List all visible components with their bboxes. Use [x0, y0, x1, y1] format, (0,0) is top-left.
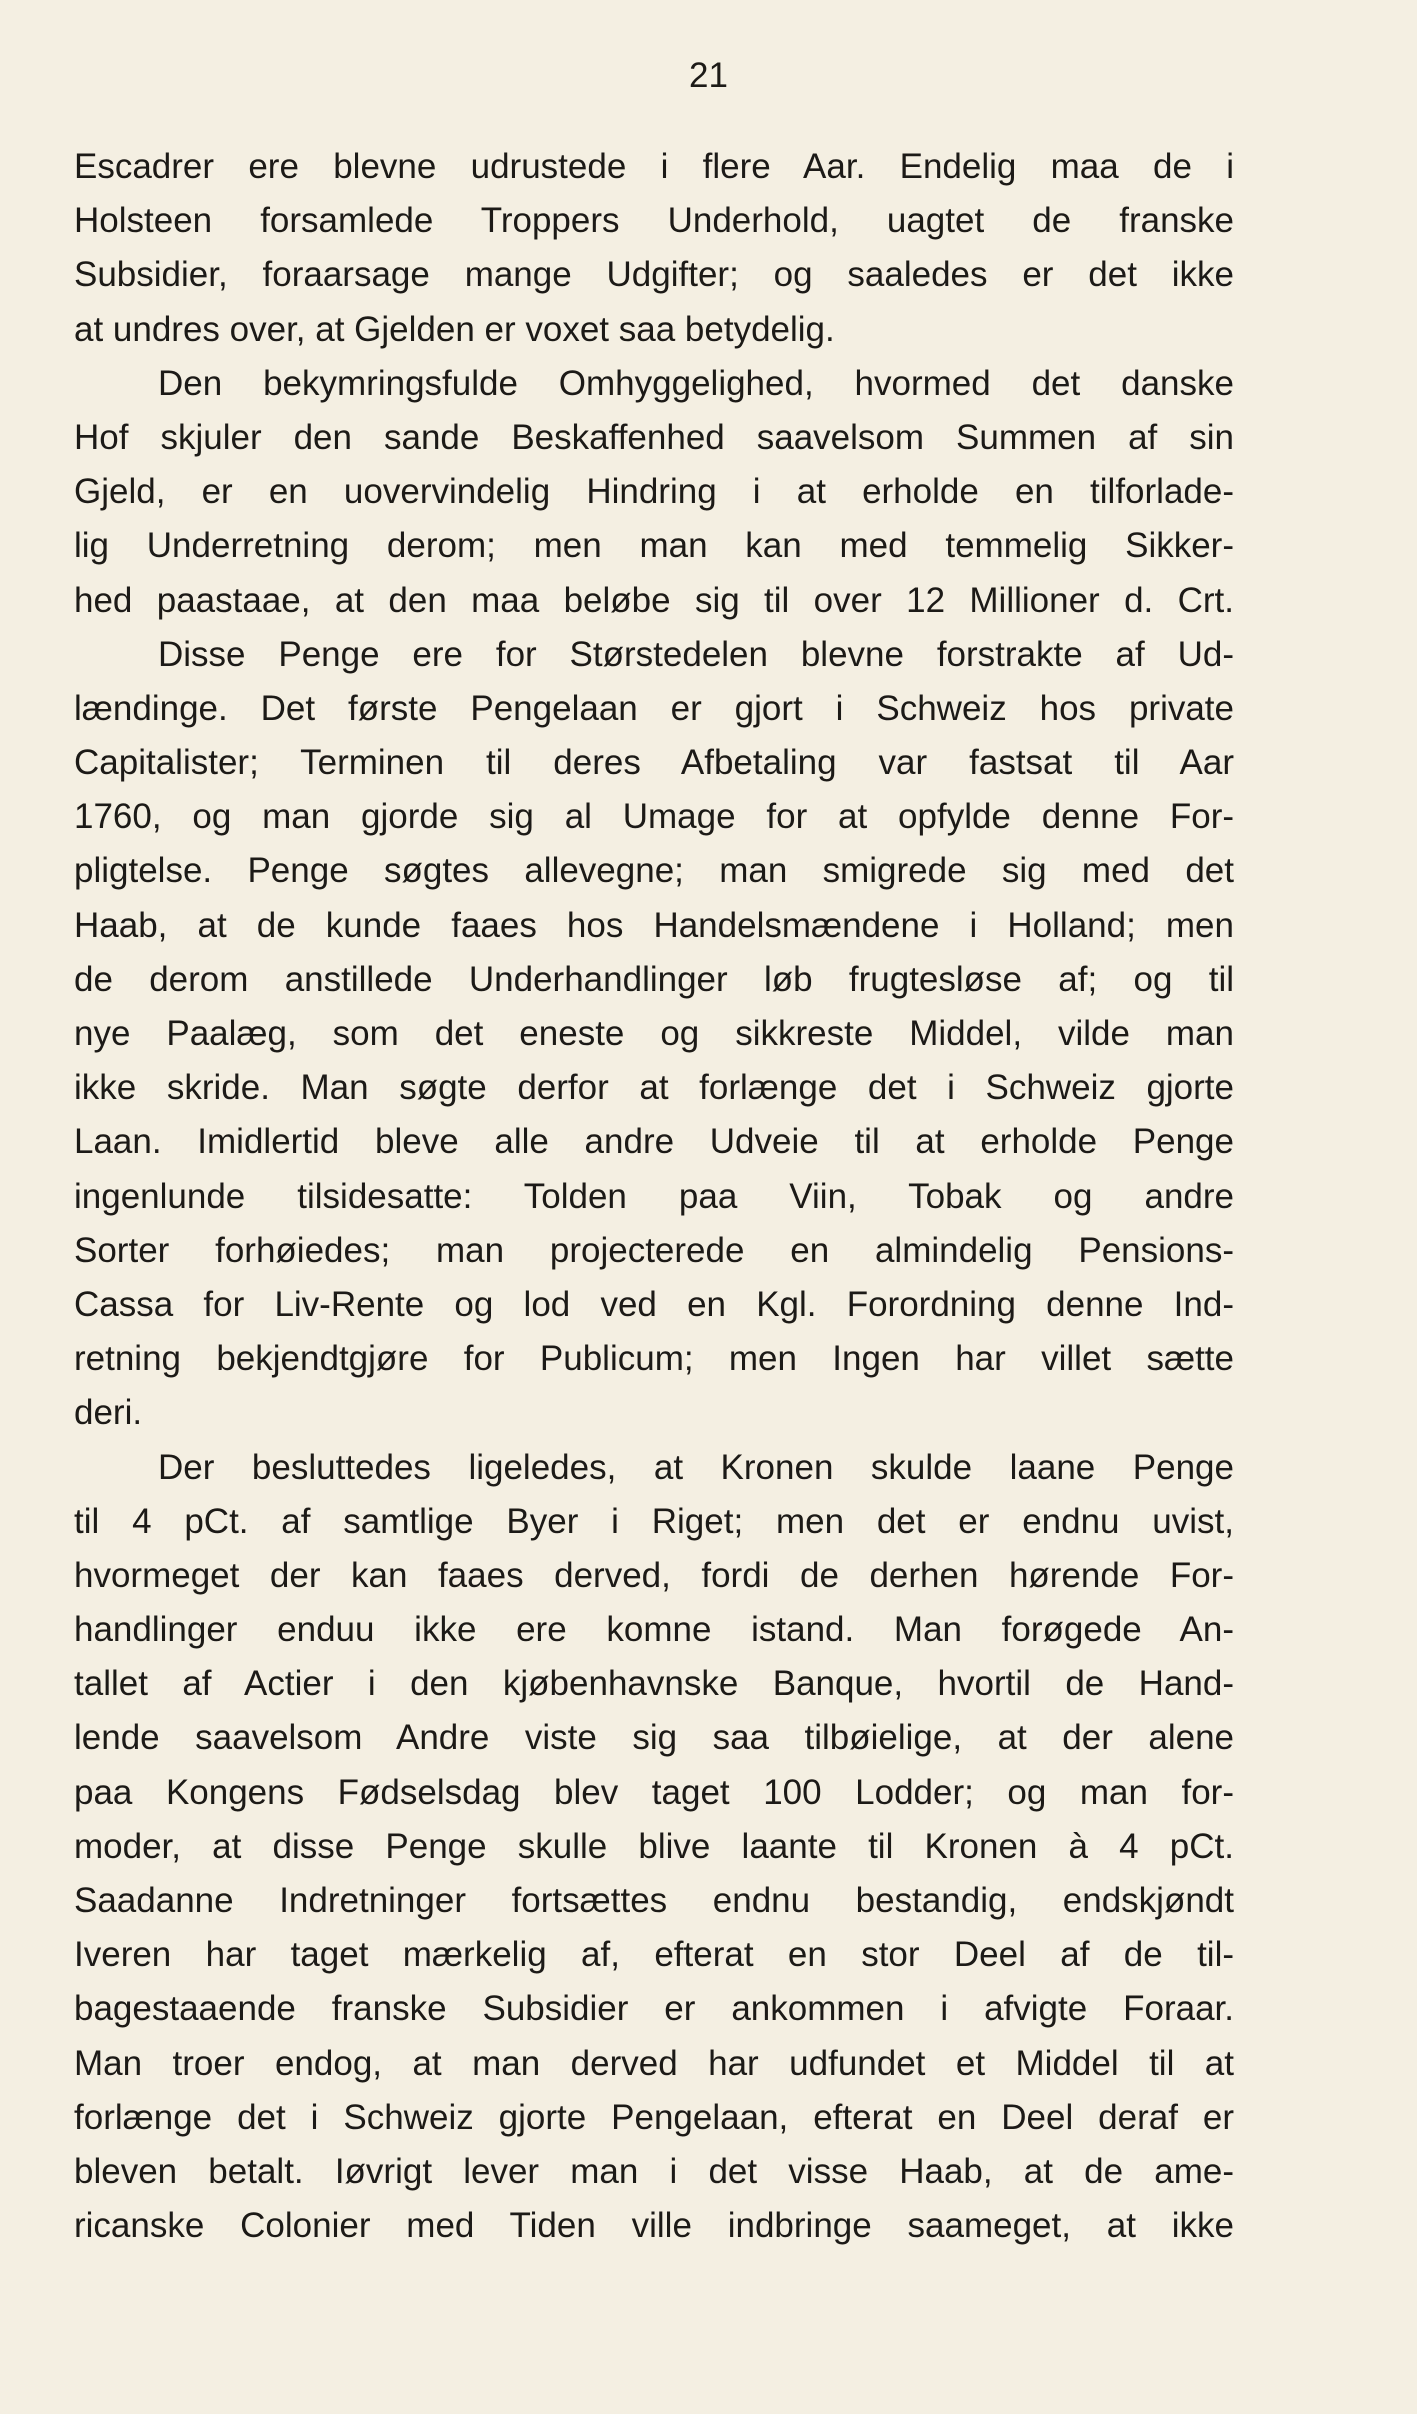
text-line: moder, at disse Penge skulle blive laante til Kronen à 4 pCt.	[74, 1826, 1234, 1866]
text-line: til 4 pCt. af samtlige Byer i Riget; men det er endnu uvist,	[74, 1501, 1234, 1541]
text-line: Hof skjuler den sande Beskaffenhed saavelsom Summen af sin	[74, 417, 1234, 457]
text-line: deri.	[74, 1393, 143, 1433]
page-number: 21	[689, 56, 728, 95]
text-line: paa Kongens Fødselsdag blev taget 100 Lodder; og man for-	[74, 1772, 1234, 1812]
text-line: hed paastaae, at den maa beløbe sig til over 12 Millioner d. Crt.	[74, 580, 1234, 620]
text-line: tallet af Actier i den kjøbenhavnske Banque, hvortil de Hand-	[74, 1664, 1234, 1704]
text-line: Iveren har taget mærkelig af, efterat en stor Deel af de til-	[74, 1935, 1234, 1975]
text-line: Der besluttedes ligeledes, at Kronen skulde laane Penge	[158, 1447, 1234, 1487]
text-line: ikke skride. Man søgte derfor at forlænge det i Schweiz gjorte	[74, 1068, 1234, 1108]
text-line: 1760, og man gjorde sig al Umage for at opfylde denne For-	[74, 797, 1234, 837]
body-text	[74, 140, 1234, 2253]
text-line: ingenlunde tilsidesatte: Tolden paa Viin, Tobak og andre	[74, 1176, 1234, 1216]
text-line: hvormeget der kan faaes derved, fordi de derhen hørende For-	[74, 1555, 1234, 1595]
text-line: Cassa for Liv-Rente og lod ved en Kgl. Forordning denne Ind-	[74, 1284, 1234, 1324]
text-line: Haab, at de kunde faaes hos Handelsmændene i Holland; men	[74, 905, 1234, 945]
text-line: Saadanne Indretninger fortsættes endnu bestandig, endskjøndt	[74, 1881, 1234, 1920]
text-line: Man troer endog, at man derved har udfundet et Middel til at	[74, 2043, 1234, 2083]
text-line: bleven betalt. Iøvrigt lever man i det visse Haab, at de ame-	[74, 2151, 1234, 2191]
text-line: bagestaaende franske Subsidier er ankommen i afvigte Foraar.	[74, 1989, 1234, 2029]
text-line: lændinge. Det første Pengelaan er gjort i Schweiz hos private	[74, 688, 1234, 728]
text-line: lig Underretning derom; men man kan med temmelig Sikker-	[74, 526, 1234, 566]
text-line: nye Paalæg, som det eneste og sikkreste Middel, vilde man	[74, 1014, 1234, 1053]
text-line: at undres over, at Gjelden er voxet saa betydelig.	[74, 309, 835, 349]
text-line: Subsidier, foraarsage mange Udgifter; og saaledes er det ikke	[74, 255, 1234, 295]
text-line: Holsteen forsamlede Troppers Underhold, uagtet de franske	[74, 201, 1234, 241]
text-line: Laan. Imidlertid bleve alle andre Udveie til at erholde Penge	[74, 1122, 1234, 1162]
text-line: de derom anstillede Underhandlinger løb frugtesløse af; og til	[74, 959, 1234, 999]
text-line: handlinger enduu ikke ere komne istand. Man forøgede An-	[74, 1610, 1234, 1650]
text-line: Capitalister; Terminen til deres Afbetaling var fastsat til Aar	[74, 743, 1234, 783]
text-line: retning bekjendtgjøre for Publicum; men Ingen har villet sætte	[74, 1339, 1234, 1379]
text-line: lende saavelsom Andre viste sig saa tilbøielige, at der alene	[74, 1718, 1234, 1758]
text-line: Gjeld, er en uovervindelig Hindring i at erholde en tilforlade-	[74, 472, 1234, 512]
text-line: ricanske Colonier med Tiden ville indbringe saameget, at ikke	[74, 2206, 1234, 2246]
text-line: Escadrer ere blevne udrustede i flere Aar. Endelig maa de i	[74, 147, 1234, 186]
text-line: Den bekymringsfulde Omhyggelighed, hvormed det danske	[158, 363, 1234, 403]
text-line: Disse Penge ere for Størstedelen blevne forstrakte af Ud-	[158, 634, 1234, 674]
text-line: forlænge det i Schweiz gjorte Pengelaan, efterat en Deel deraf er	[74, 2097, 1234, 2137]
text-line: pligtelse. Penge søgtes allevegne; man smigrede sig med det	[74, 851, 1234, 891]
text-line: Sorter forhøiedes; man projecterede en almindelig Pensions-	[74, 1230, 1234, 1270]
